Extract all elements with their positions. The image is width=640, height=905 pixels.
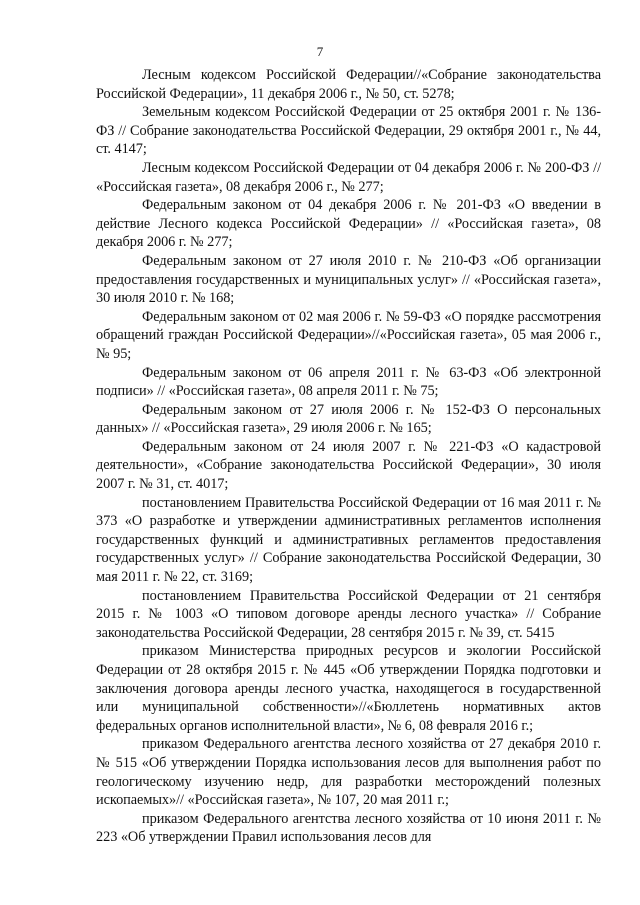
paragraph-law-59fz: Федеральным законом от 02 мая 2006 г. № 59-ФЗ «О порядке рассмотрения обращений граждан Российской Федерации»//«Российская газета», 05 мая 2006 г., № 95; xyxy=(96,308,601,362)
paragraph-law-152fz: Федеральным законом от 27 июля 2006 г. № 152-ФЗ О персональных данных» // «Российская газета», 29 июля 2006 г. № 165; xyxy=(96,401,601,437)
paragraph-resolution-1003: постановлением Правительства Российской Федерации от 21 сентября 2015 г. № 1003 «О типовом договоре аренды лесного участка» // Собрание законодательства Российской Федерации, 28 сентября 2015 г. № 39, ст. 5415 xyxy=(96,587,601,641)
paragraph-order-445: приказом Министерства природных ресурсов и экологии Российской Федерации от 28 октября 2015 г. № 445 «Об утверждении Порядка подготовки и заключения договора аренды лесного участка, находящегося в государственной или муниципальной собственности»//«Бюллетень нормативных актов федеральных органов исполнительной власти», № 6, 08 февраля 2016 г.; xyxy=(96,643,601,734)
paragraph-land-code: Земельным кодексом Российской Федерации от 25 октября 2001 г. № 136-ФЗ // Собрание законодательства Российской Федерации, 29 октября 2001 г., № 44, ст. 4147; xyxy=(96,104,601,158)
paragraph-order-515: приказом Федерального агентства лесного хозяйства от 27 декабря 2010 г. № 515 «Об утверждении Порядка использования лесов для выполнения работ по геологическому изучению недр, для разработки месторождений полезных ископаемых»// «Российская газета», № 107, 20 мая 2011 г.; xyxy=(96,736,601,809)
paragraph-forest-code-collection: Лесным кодексом Российской Федерации//«Собрание законодательства Российской Федерации», 11 декабря 2006 г., № 50, ст. 5278; xyxy=(96,67,601,102)
paragraph-order-223: приказом Федерального агентства лесного хозяйства от 10 июня 2011 г. № 223 «Об утверждении Правил использования лесов для xyxy=(96,810,601,846)
paragraph-law-201fz: Федеральным законом от 04 декабря 2006 г. № 201-ФЗ «О введении в действие Лесного кодекса Российской Федерации» // «Российская газета», 08 декабря 2006 г. № 277; xyxy=(96,197,601,251)
paragraph-forest-code-200fz: Лесным кодексом Российской Федерации от 04 декабря 2006 г. № 200-ФЗ // «Российская газета», 08 декабря 2006 г., № 277; xyxy=(96,159,601,195)
document-body xyxy=(96,66,601,847)
paragraph-law-210fz: Федеральным законом от 27 июля 2010 г. № 210-ФЗ «Об организации предоставления государственных и муниципальных услуг» // «Российская газета», 30 июля 2010 г. № 168; xyxy=(96,252,601,307)
page-number: 7 xyxy=(316,44,324,59)
paragraph-law-63fz: Федеральным законом от 06 апреля 2011 г. № 63-ФЗ «Об электронной подписи» // «Российская газета», 08 апреля 2011 г. № 75; xyxy=(96,364,601,400)
paragraph-law-221fz: Федеральным законом от 24 июля 2007 г. № 221-ФЗ «О кадастровой деятельности», «Собрание законодательства Российской Федерации», 30 июля 2007 г. № 31, ст. 4017; xyxy=(96,438,601,493)
paragraph-resolution-373: постановлением Правительства Российской Федерации от 16 мая 2011 г. № 373 «О разработке и утверждении административных регламентов исполнения государственных функций и административных регламентов предоставления государственных услуг» // Собрание законодательства Российской Федерации, 30 мая 2011 г. № 22, ст. 3169; xyxy=(96,494,601,586)
